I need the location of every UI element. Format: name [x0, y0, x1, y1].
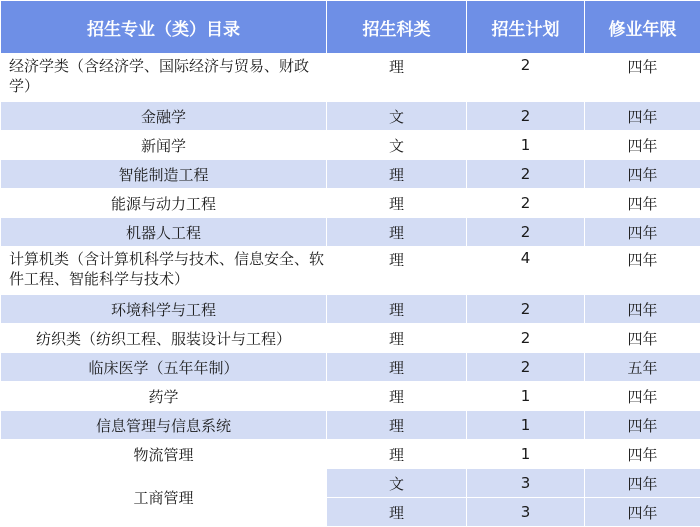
years-cell: 五年 [585, 353, 700, 382]
category-cell: 理 [327, 218, 467, 247]
header-major: 招生专业（类）目录 [1, 1, 327, 54]
table-row [1, 353, 700, 382]
major-cell: 机器人工程 [1, 218, 327, 247]
table-row [1, 160, 700, 189]
category-cell: 理 [327, 54, 467, 102]
plan-cell: 1 [467, 440, 585, 469]
plan-cell: 1 [467, 382, 585, 411]
major-cell: 信息管理与信息系统 [1, 411, 327, 440]
years-cell: 四年 [585, 382, 700, 411]
years-cell: 四年 [585, 102, 700, 131]
years-cell: 四年 [585, 440, 700, 469]
category-cell: 理 [327, 411, 467, 440]
table-row [1, 102, 700, 131]
years-cell: 四年 [585, 411, 700, 440]
plan-cell: 2 [467, 218, 585, 247]
major-cell: 物流管理 [1, 440, 327, 469]
table-row [1, 440, 700, 469]
table-row [1, 247, 700, 295]
major-cell: 能源与动力工程 [1, 189, 327, 218]
category-cell: 文 [327, 102, 467, 131]
plan-cell: 2 [467, 189, 585, 218]
major-cell: 纺织类（纺织工程、服装设计与工程） [1, 324, 327, 353]
plan-cell: 1 [467, 131, 585, 160]
table-row [1, 54, 700, 102]
table-row [1, 295, 700, 324]
years-cell: 四年 [585, 247, 700, 295]
category-cell: 文 [327, 469, 467, 498]
table-row [1, 131, 700, 160]
years-cell: 四年 [585, 160, 700, 189]
plan-cell: 2 [467, 54, 585, 102]
category-cell: 理 [327, 295, 467, 324]
plan-cell: 4 [467, 247, 585, 295]
plan-cell: 1 [467, 411, 585, 440]
major-cell: 智能制造工程 [1, 160, 327, 189]
category-cell: 理 [327, 440, 467, 469]
table-header-row [1, 1, 700, 54]
table-row [1, 218, 700, 247]
category-cell: 文 [327, 131, 467, 160]
major-cell: 新闻学 [1, 131, 327, 160]
major-cell: 工商管理 [1, 469, 327, 527]
years-cell: 四年 [585, 295, 700, 324]
major-cell: 经济学类（含经济学、国际经济与贸易、财政学） [1, 54, 327, 102]
major-cell: 药学 [1, 382, 327, 411]
category-cell: 理 [327, 498, 467, 527]
major-cell: 临床医学（五年年制） [1, 353, 327, 382]
plan-cell: 2 [467, 353, 585, 382]
category-cell: 理 [327, 247, 467, 295]
plan-cell: 2 [467, 295, 585, 324]
category-cell: 理 [327, 324, 467, 353]
category-cell: 理 [327, 382, 467, 411]
table-row [1, 324, 700, 353]
years-cell: 四年 [585, 131, 700, 160]
category-cell: 理 [327, 353, 467, 382]
header-category: 招生科类 [327, 1, 467, 54]
plan-cell: 3 [467, 498, 585, 527]
table-row [1, 469, 700, 498]
major-cell: 金融学 [1, 102, 327, 131]
category-cell: 理 [327, 189, 467, 218]
plan-cell: 2 [467, 160, 585, 189]
years-cell: 四年 [585, 189, 700, 218]
header-years: 修业年限 [585, 1, 700, 54]
years-cell: 四年 [585, 324, 700, 353]
major-cell: 环境科学与工程 [1, 295, 327, 324]
plan-cell: 3 [467, 469, 585, 498]
table-row [1, 382, 700, 411]
table-row [1, 411, 700, 440]
years-cell: 四年 [585, 54, 700, 102]
plan-cell: 2 [467, 102, 585, 131]
header-plan: 招生计划 [467, 1, 585, 54]
years-cell: 四年 [585, 498, 700, 527]
years-cell: 四年 [585, 218, 700, 247]
plan-cell: 2 [467, 324, 585, 353]
table-row [1, 189, 700, 218]
years-cell: 四年 [585, 469, 700, 498]
category-cell: 理 [327, 160, 467, 189]
major-cell: 计算机类（含计算机科学与技术、信息安全、软件工程、智能科学与技术） [1, 247, 327, 295]
